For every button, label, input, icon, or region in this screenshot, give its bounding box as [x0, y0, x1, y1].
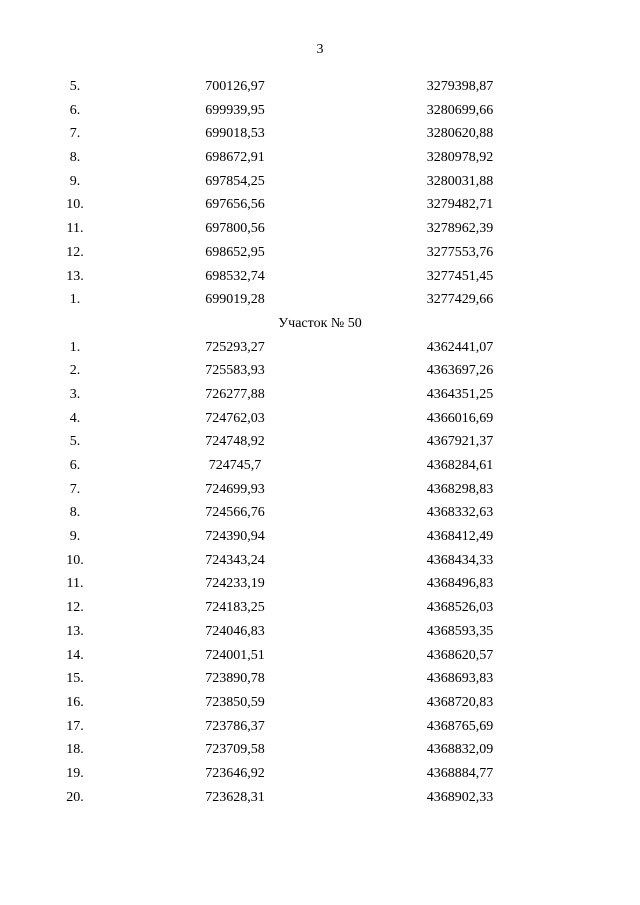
point-number: 6.: [69, 102, 81, 118]
coordinate-x: 724001,51: [205, 647, 265, 663]
point-number: 14.: [66, 647, 84, 663]
table-row: [0, 75, 640, 99]
table-row: [0, 288, 640, 312]
point-number: 4.: [69, 410, 81, 426]
point-number: 13.: [66, 268, 84, 284]
coordinate-y: 4368902,33: [426, 789, 494, 805]
point-number: 9.: [69, 173, 81, 189]
coordinate-x: 723646,92: [205, 765, 265, 781]
coordinate-y: 4366016,69: [426, 410, 494, 426]
table-row: [0, 762, 640, 786]
table-row: [0, 620, 640, 644]
point-number: 20.: [66, 789, 84, 805]
table-row: [0, 644, 640, 668]
table-row: [0, 146, 640, 170]
coordinates-table: [0, 75, 640, 809]
coordinate-y: 4368412,49: [426, 529, 494, 545]
table-row: [0, 193, 640, 217]
coordinate-y: 4368434,33: [426, 552, 494, 568]
point-number: 7.: [69, 481, 81, 497]
point-number: 10.: [66, 197, 84, 213]
coordinate-y: 4368884,77: [426, 765, 494, 781]
table-row: [0, 786, 640, 810]
coordinate-x: 724566,76: [205, 505, 265, 521]
coordinate-x: 726277,88: [205, 386, 265, 402]
coordinate-x: 698652,95: [205, 244, 265, 260]
point-number: 16.: [66, 694, 84, 710]
coordinate-y: 3279482,71: [426, 197, 494, 213]
coordinate-x: 723786,37: [205, 718, 265, 734]
coordinates-group-previous-plot: [0, 75, 640, 312]
point-number: 11.: [66, 221, 84, 237]
point-number: 1.: [69, 292, 81, 308]
coordinate-x: 724183,25: [205, 600, 265, 616]
point-number: 8.: [69, 505, 81, 521]
table-row: [0, 407, 640, 431]
coordinate-y: 4368720,83: [426, 694, 494, 710]
point-number: 13.: [66, 623, 84, 639]
coordinate-x: 697854,25: [205, 173, 265, 189]
coordinate-y: 4368496,83: [426, 576, 494, 592]
coordinate-x: 699019,28: [205, 292, 265, 308]
coordinate-x: 697800,56: [205, 221, 265, 237]
table-row: [0, 122, 640, 146]
point-number: 3.: [69, 386, 81, 402]
table-row: [0, 596, 640, 620]
coordinate-y: 4368332,63: [426, 505, 494, 521]
coordinate-x: 724699,93: [205, 481, 265, 497]
table-row: [0, 430, 640, 454]
coordinate-y: 4368765,69: [426, 718, 494, 734]
point-number: 6.: [69, 458, 81, 473]
coordinate-y: 3277451,45: [426, 268, 494, 284]
table-row: [0, 383, 640, 407]
point-number: 12.: [66, 600, 84, 616]
table-row: [0, 217, 640, 241]
table-row: [0, 359, 640, 383]
coordinate-x: 723628,31: [205, 789, 265, 805]
coordinate-x: 698532,74: [205, 268, 265, 284]
coordinate-y: 3280620,88: [426, 126, 494, 142]
coordinate-x: 724390,94: [205, 529, 265, 545]
section-title-plot-50: Участок № 50: [278, 315, 362, 331]
coordinate-y: 4368284,61: [426, 458, 494, 473]
table-row: [0, 170, 640, 194]
coordinate-x: 724745,7: [208, 458, 262, 473]
coordinate-x: 723890,78: [205, 671, 265, 687]
coordinate-x: 697656,56: [205, 197, 265, 213]
page-number: 3: [316, 42, 324, 57]
coordinate-x: 725583,93: [205, 363, 265, 379]
coordinate-x: 724343,24: [205, 552, 265, 568]
point-number: 12.: [66, 244, 84, 260]
coordinate-x: 724762,03: [205, 410, 265, 426]
coordinate-y: 4368832,09: [426, 742, 494, 758]
table-row: [0, 691, 640, 715]
table-row: [0, 241, 640, 265]
coordinate-y: 4364351,25: [426, 386, 494, 402]
coordinate-x: 698672,91: [205, 150, 265, 166]
table-row: [0, 572, 640, 596]
coordinate-y: 4368693,83: [426, 671, 494, 687]
table-row: [0, 478, 640, 502]
coordinate-y: 3279398,87: [426, 79, 494, 94]
coordinate-x: 723709,58: [205, 742, 265, 758]
coordinate-x: 699939,95: [205, 102, 265, 118]
coordinate-y: 3280978,92: [426, 150, 494, 166]
table-row: [0, 501, 640, 525]
coordinate-y: 4368298,83: [426, 481, 494, 497]
coordinate-y: 3278962,39: [426, 221, 494, 237]
table-row: [0, 715, 640, 739]
point-number: 18.: [66, 742, 84, 758]
coordinate-x: 700126,97: [205, 79, 265, 94]
point-number: 8.: [69, 150, 81, 166]
point-number: 5.: [69, 79, 81, 94]
coordinate-y: 3280699,66: [426, 102, 494, 118]
table-row: [0, 454, 640, 478]
table-row: [0, 667, 640, 691]
point-number: 2.: [69, 363, 81, 379]
point-number: 10.: [66, 552, 84, 568]
table-row: [0, 738, 640, 762]
coordinate-x: 699018,53: [205, 126, 265, 142]
coordinate-y: 3277553,76: [426, 244, 494, 260]
point-number: 5.: [69, 434, 81, 450]
table-row: [0, 549, 640, 573]
coordinate-y: 4368526,03: [426, 600, 494, 616]
point-number: 7.: [69, 126, 81, 142]
coordinate-y: 4367921,37: [426, 434, 494, 450]
coordinate-x: 723850,59: [205, 694, 265, 710]
coordinate-x: 724046,83: [205, 623, 265, 639]
table-row: [0, 525, 640, 549]
coordinate-x: 725293,27: [205, 339, 265, 355]
table-row: [0, 99, 640, 123]
point-number: 9.: [69, 529, 81, 545]
coordinate-y: 3277429,66: [426, 292, 494, 308]
coordinates-group-plot-50: [0, 336, 640, 810]
coordinate-y: 4368593,35: [426, 623, 494, 639]
point-number: 15.: [66, 671, 84, 687]
point-number: 11.: [66, 576, 84, 592]
coordinate-y: 3280031,88: [426, 173, 494, 189]
coordinate-y: 4363697,26: [426, 363, 494, 379]
point-number: 1.: [69, 339, 81, 355]
coordinate-x: 724748,92: [205, 434, 265, 450]
table-row: [0, 336, 640, 360]
point-number: 17.: [66, 718, 84, 734]
coordinate-y: 4368620,57: [426, 647, 494, 663]
coordinate-y: 4362441,07: [426, 339, 494, 355]
table-row: [0, 265, 640, 289]
coordinate-x: 724233,19: [205, 576, 265, 592]
point-number: 19.: [66, 765, 84, 781]
